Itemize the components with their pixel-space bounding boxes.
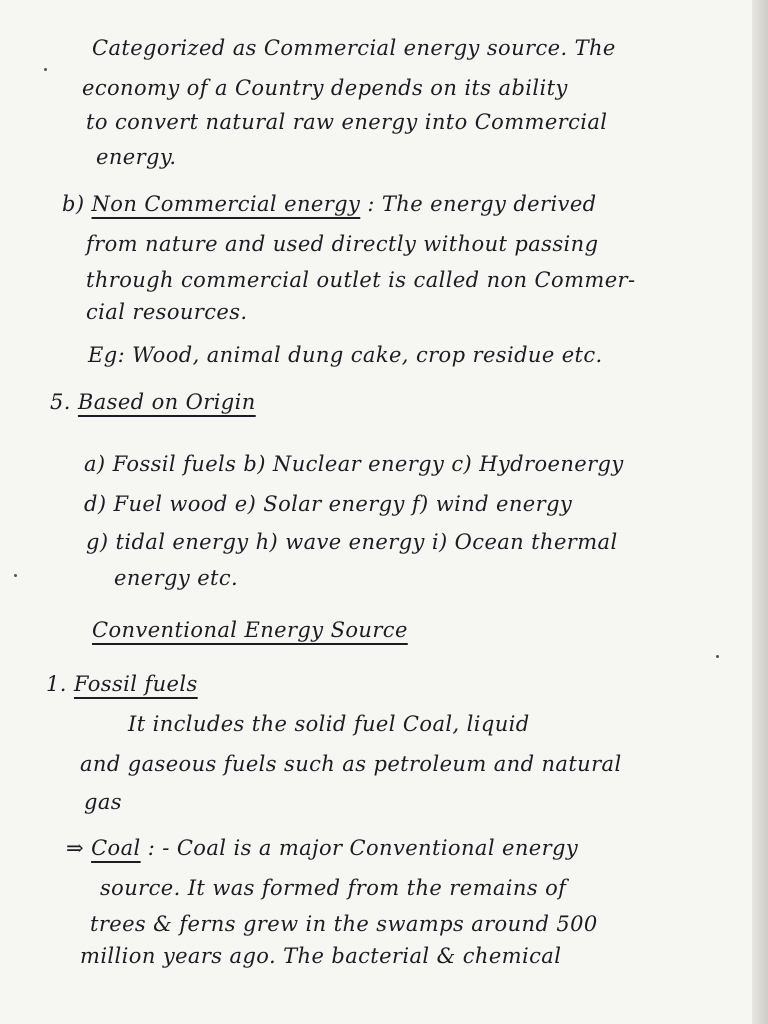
- text-line: to convert natural raw energy into Commercial: [86, 110, 608, 134]
- page-edge: [752, 0, 768, 1024]
- text-line: from nature and used directly without passing: [86, 232, 599, 256]
- text-line: through commercial outlet is called non Commer-: [86, 268, 636, 292]
- section-5-heading: [50, 390, 256, 414]
- arrow-icon: ⇒: [66, 836, 84, 860]
- ink-speck: [14, 574, 17, 577]
- section-b-prefix: b): [62, 192, 85, 216]
- section-b-heading: [62, 192, 597, 216]
- section-1-heading: [46, 672, 198, 696]
- text-line: It includes the solid fuel Coal, liquid: [128, 712, 530, 736]
- section-1-title: Fossil fuels: [73, 672, 198, 696]
- ink-speck: [44, 68, 47, 71]
- origin-list-line: g) tidal energy h) wave energy i) Ocean thermal: [86, 530, 618, 554]
- conventional-energy-heading: Conventional Energy Source: [92, 618, 408, 642]
- section-b-definition: : The energy derived: [367, 192, 597, 216]
- origin-list-line: a) Fossil fuels b) Nuclear energy c) Hydroenergy: [84, 452, 624, 476]
- coal-definition: : - Coal is a major Conventional energy: [147, 836, 579, 860]
- origin-list-line: energy etc.: [114, 566, 239, 590]
- text-line: gas: [84, 790, 122, 814]
- coal-title: Coal: [91, 836, 141, 860]
- origin-list-line: d) Fuel wood e) Solar energy f) wind energy: [84, 492, 573, 516]
- text-line: and gaseous fuels such as petroleum and natural: [80, 752, 622, 776]
- text-line: cial resources.: [86, 300, 248, 324]
- text-line: Categorized as Commercial energy source. The: [92, 36, 616, 60]
- text-line: trees & ferns grew in the swamps around 500: [90, 912, 598, 936]
- text-line: economy of a Country depends on its ability: [82, 76, 568, 100]
- ink-speck: [716, 655, 719, 658]
- text-line: million years ago. The bacterial & chemical: [80, 944, 562, 968]
- section-5-prefix: 5.: [50, 390, 71, 414]
- text-line: energy.: [96, 145, 177, 169]
- example-line: Eg: Wood, animal dung cake, crop residue etc.: [88, 343, 603, 367]
- section-b-title: Non Commercial energy: [91, 192, 361, 216]
- section-1-prefix: 1.: [46, 672, 67, 696]
- coal-heading: [66, 836, 578, 860]
- section-5-title: Based on Origin: [77, 390, 256, 414]
- text-line: source. It was formed from the remains of: [100, 876, 567, 900]
